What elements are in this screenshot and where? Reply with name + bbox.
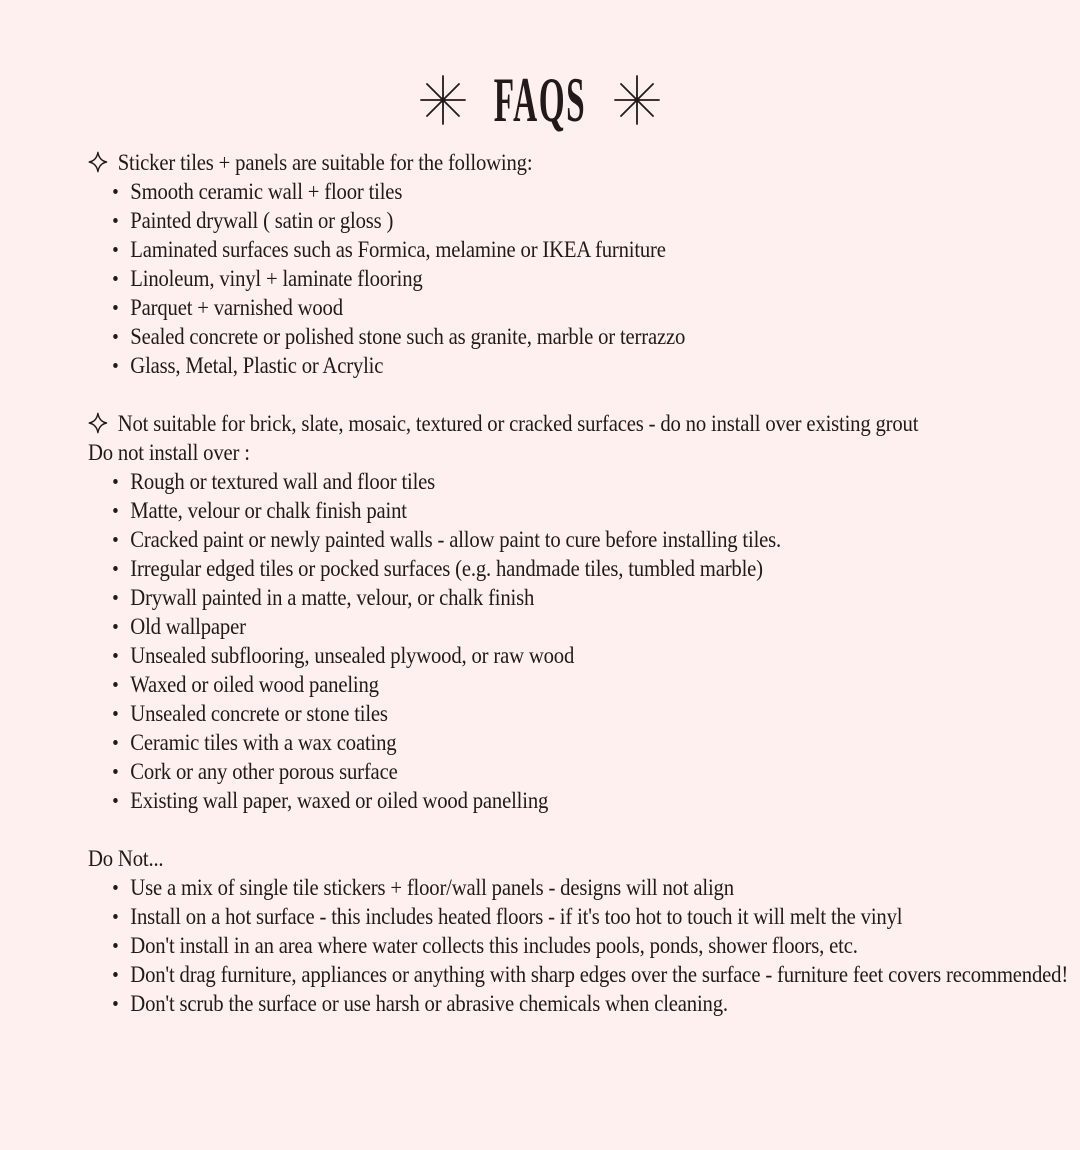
list-item [88, 728, 1080, 757]
list-item-text: Unsealed concrete or stone tiles [130, 701, 388, 726]
list-item [88, 496, 1080, 525]
title-row [0, 64, 1080, 135]
list-item-text: Waxed or oiled wood paneling [130, 672, 379, 697]
list-item-text: Laminated surfaces such as Formica, melamine or IKEA furniture [130, 237, 666, 262]
bullet-dot-icon [113, 247, 118, 252]
list-item [88, 931, 1080, 960]
list-item-text: Install on a hot surface - this includes heated floors - if it's too hot to touch it will melt the vinyl [130, 904, 903, 929]
list-item-text: Painted drywall ( satin or gloss ) [130, 208, 394, 233]
bullet-dot-icon [113, 508, 118, 513]
section-suitable [88, 148, 1080, 380]
list-item [88, 351, 1080, 380]
bullet-dot-icon [113, 740, 118, 745]
list-item [88, 960, 1080, 989]
list-item [88, 293, 1080, 322]
list-item [88, 989, 1080, 1018]
page-title-text: FAQS [493, 64, 587, 135]
list-item-text: Drywall painted in a matte, velour, or chalk finish [130, 585, 535, 610]
list-item-text: Sealed concrete or polished stone such as granite, marble or terrazzo [130, 324, 686, 349]
bullet-dot-icon [113, 334, 118, 339]
list-item [88, 322, 1080, 351]
bullet-dot-icon [113, 624, 118, 629]
bullet-dot-icon [113, 653, 118, 658]
bullet-dot-icon [113, 914, 118, 919]
sparkle-star-icon [612, 75, 662, 125]
bullet-dot-icon [113, 682, 118, 687]
list-item [88, 467, 1080, 496]
section-header-text: Do Not... [88, 846, 164, 871]
bullet-dot-icon [113, 972, 118, 977]
section-header-text: Sticker tiles + panels are suitable for the following: [117, 150, 533, 175]
faq-content [88, 148, 1080, 1018]
section-do-not [88, 844, 1080, 1018]
list-item-text: Rough or textured wall and floor tiles [130, 469, 436, 494]
bullet-dot-icon [113, 189, 118, 194]
list-item-text: Parquet + varnished wood [130, 295, 343, 320]
list-item [88, 554, 1080, 583]
list-item-text: Cork or any other porous surface [130, 759, 398, 784]
suitable-list [88, 177, 1080, 380]
bullet-dot-icon [113, 218, 118, 223]
list-item [88, 786, 1080, 815]
section-header-text: Not suitable for brick, slate, mosaic, textured or cracked surfaces - do no install over existing grout [117, 411, 919, 436]
sparkle-star-icon [418, 75, 468, 125]
list-item-text: Linoleum, vinyl + laminate flooring [130, 266, 423, 291]
list-item-text: Don't install in an area where water collects this includes pools, ponds, shower floors, etc. [130, 933, 858, 958]
list-item-text: Matte, velour or chalk finish paint [130, 498, 407, 523]
section-header [88, 409, 1080, 438]
list-item-text: Existing wall paper, waxed or oiled wood panelling [130, 788, 549, 813]
list-item [88, 235, 1080, 264]
list-item-text: Smooth ceramic wall + floor tiles [130, 179, 403, 204]
section-subheader: Do not install over : [88, 440, 250, 465]
bullet-dot-icon [113, 305, 118, 310]
bullet-dot-icon [113, 537, 118, 542]
bullet-dot-icon [113, 566, 118, 571]
list-item [88, 670, 1080, 699]
list-item [88, 873, 1080, 902]
list-item [88, 699, 1080, 728]
list-item-text: Unsealed subflooring, unsealed plywood, or raw wood [130, 643, 575, 668]
list-item-text: Old wallpaper [130, 614, 246, 639]
list-item-text: Cracked paint or newly painted walls - allow paint to cure before installing tiles. [130, 527, 782, 552]
list-item-text: Don't drag furniture, appliances or anything with sharp edges over the surface - furniture feet covers recommended! [130, 962, 1069, 987]
list-item [88, 641, 1080, 670]
bullet-dot-icon [113, 363, 118, 368]
bullet-dot-icon [113, 711, 118, 716]
list-item [88, 206, 1080, 235]
list-item [88, 583, 1080, 612]
list-item [88, 177, 1080, 206]
bullet-dot-icon [113, 595, 118, 600]
list-item [88, 902, 1080, 931]
list-item-text: Glass, Metal, Plastic or Acrylic [130, 353, 384, 378]
do-not-list [88, 873, 1080, 1018]
list-item [88, 525, 1080, 554]
bullet-dot-icon [113, 885, 118, 890]
list-item-text: Ceramic tiles with a wax coating [130, 730, 397, 755]
bullet-dot-icon [113, 479, 118, 484]
bullet-dot-icon [113, 798, 118, 803]
list-item-text: Don't scrub the surface or use harsh or abrasive chemicals when cleaning. [130, 991, 728, 1016]
bullet-dot-icon [113, 769, 118, 774]
list-item-text: Irregular edged tiles or pocked surfaces (e.g. handmade tiles, tumbled marble) [130, 556, 763, 581]
list-item [88, 757, 1080, 786]
bullet-dot-icon [113, 943, 118, 948]
list-item [88, 264, 1080, 293]
page-title [492, 64, 588, 135]
not-suitable-list [88, 467, 1080, 815]
section-header [88, 148, 1080, 177]
sparkle-diamond-icon [88, 412, 108, 434]
bullet-dot-icon [113, 1001, 118, 1006]
sparkle-diamond-icon [88, 151, 108, 173]
section-not-suitable [88, 409, 1080, 815]
list-item-text: Use a mix of single tile stickers + floor/wall panels - designs will not align [130, 875, 734, 900]
bullet-dot-icon [113, 276, 118, 281]
list-item [88, 612, 1080, 641]
